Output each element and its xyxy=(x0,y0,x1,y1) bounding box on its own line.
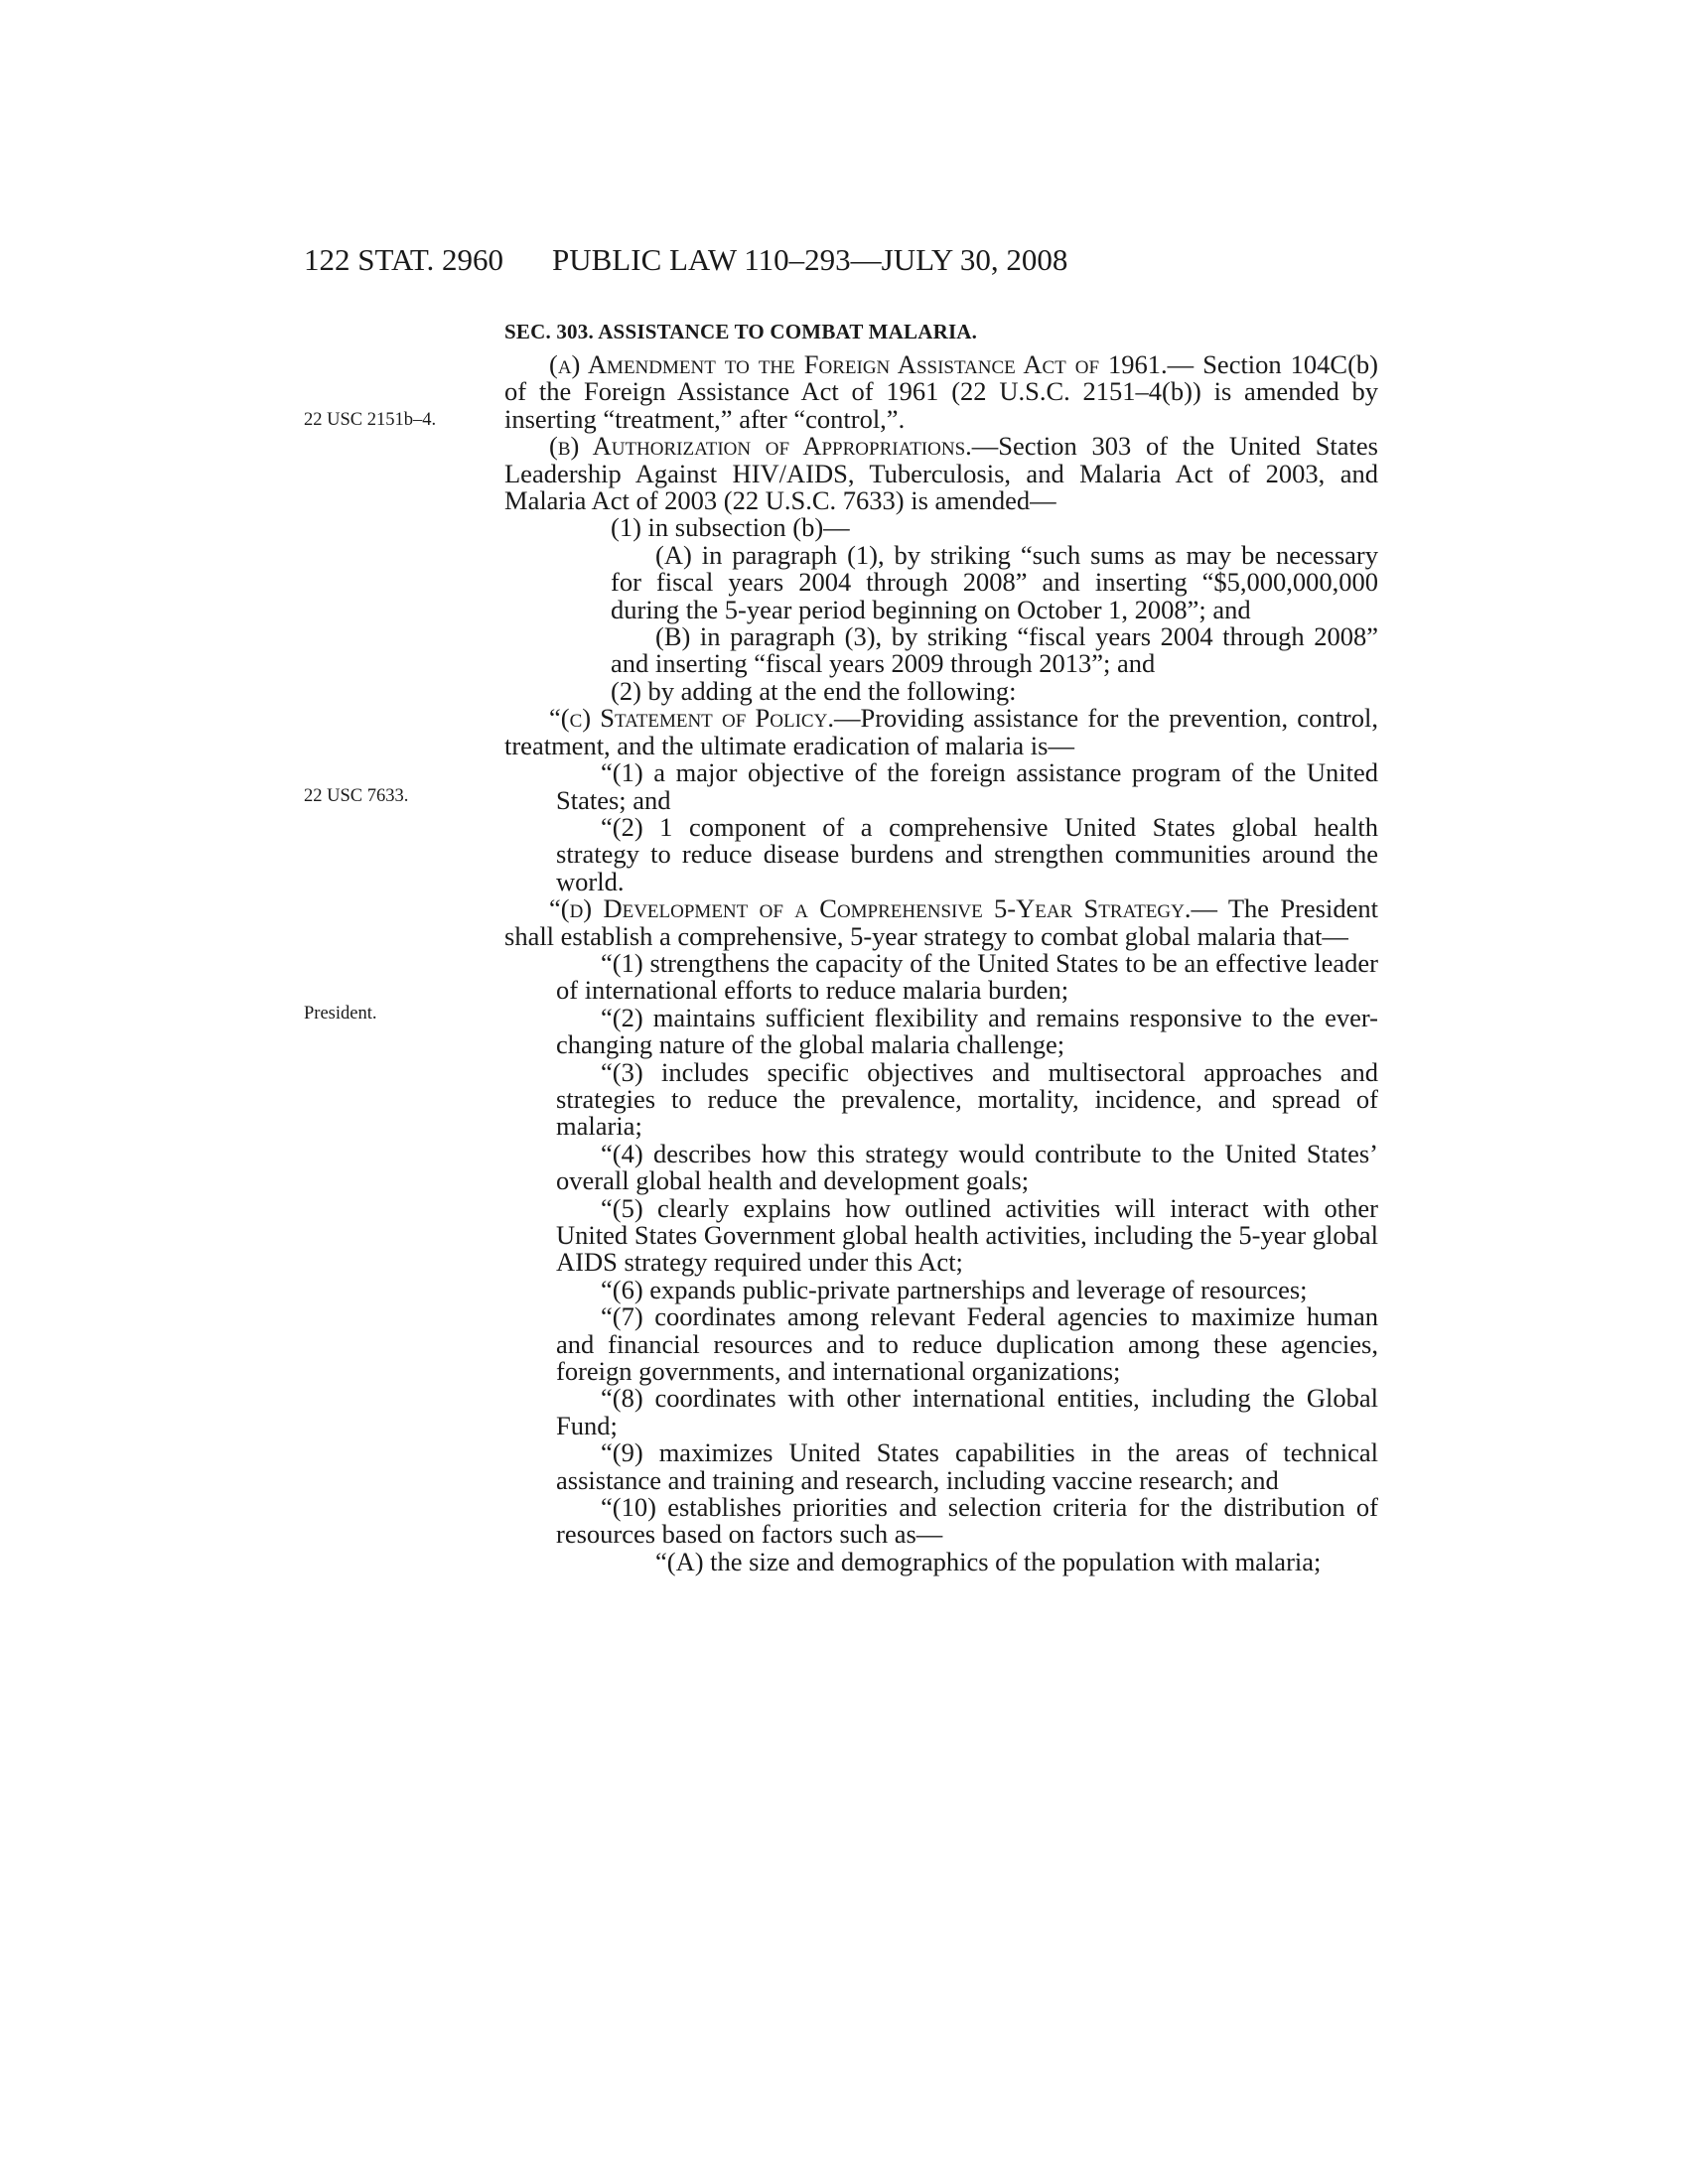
subsection-c-heading: “(c) Statement of Policy.— xyxy=(549,703,861,734)
statute-page-number: 122 STAT. 2960 xyxy=(304,242,504,277)
paragraph-2: (2) by adding at the end the following: xyxy=(611,675,1017,706)
subsection-d-text: The President shall establish a comprehensive, 5-year strategy to combat global malaria that— xyxy=(504,893,1378,951)
subsection-a xyxy=(504,351,1378,433)
strategy-item-1: “(1) strengthens the capacity of the United States to be an effective leader of international efforts to reduce malaria burden; xyxy=(556,947,1378,1006)
section-body xyxy=(504,351,1378,1575)
subsection-c-text: Providing assistance for the prevention, control, treatment, and the ultimate eradication of malaria is— xyxy=(504,703,1378,760)
subsection-b-text: Section 303 of the United States Leadership Against HIV/AIDS, Tuberculosis, and Malaria Act of 2003, and Malaria Act of 2003 (22 U.S.C. 7633) is amended— xyxy=(504,431,1378,516)
section-heading: SEC. 303. ASSISTANCE TO COMBAT MALARIA. xyxy=(504,320,978,343)
strategy-item-7: “(7) coordinates among relevant Federal agencies to maximize human and financial resources and to reduce duplication among these agencies, foreign governments, and international organizations; xyxy=(556,1301,1378,1387)
subparagraph-1b: (B) in paragraph (3), by striking “fiscal years 2004 through 2008” and inserting “fiscal years 2009 through 2013”; and xyxy=(611,621,1378,679)
strategy-item-8: “(8) coordinates with other international entities, including the Global Fund; xyxy=(556,1383,1378,1440)
subsection-d-heading: “(d) Development of a Comprehensive 5-Year Strategy.— xyxy=(549,893,1217,924)
subsection-b xyxy=(504,433,1378,514)
policy-item-2: “(2) 1 component of a comprehensive United States global health strategy to reduce disease burdens and strengthen communities around the world. xyxy=(556,811,1378,896)
strategy-item-10a: “(A) the size and demographics of the population with malaria; xyxy=(655,1546,1322,1576)
paragraph-1: (1) in subsection (b)— xyxy=(611,512,850,543)
margin-note-usc-7633: 22 USC 7633. xyxy=(304,786,409,806)
subsection-b-heading: (b) Authorization of Appropriations.— xyxy=(549,431,999,462)
subparagraph-1a: (A) in paragraph (1), by striking “such sums as may be necessary for fiscal years 2004 through 2008” and inserting “$5,000,000,000 during the 5-year period beginning on October 1, 2008”; and xyxy=(611,539,1378,624)
subsection-a-heading: (a) Amendment to the Foreign Assistance Act of 1961.— xyxy=(549,349,1195,379)
strategy-item-9: “(9) maximizes United States capabilities in the areas of technical assistance and training and research, including vaccine research; and xyxy=(556,1437,1378,1495)
margin-note-president: President. xyxy=(304,1004,377,1024)
strategy-item-6: “(6) expands public-private partnerships and leverage of resources; xyxy=(601,1274,1308,1304)
strategy-item-5: “(5) clearly explains how outlined activities will interact with other United States Government global health activities, including the 5-year global AIDS strategy required under this Act; xyxy=(556,1192,1378,1278)
running-header-title: PUBLIC LAW 110–293—JULY 30, 2008 xyxy=(552,242,1068,277)
subsection-d xyxy=(504,895,1378,950)
policy-item-1: “(1) a major objective of the foreign assistance program of the United States; and xyxy=(556,757,1378,815)
strategy-item-3: “(3) includes specific objectives and multisectoral approaches and strategies to reduce the prevalence, mortality, incidence, and spread of malaria; xyxy=(556,1056,1378,1142)
strategy-item-10: “(10) establishes priorities and selection criteria for the distribution of resources based on factors such as— xyxy=(556,1492,1378,1550)
subsection-c xyxy=(504,705,1378,759)
strategy-item-4: “(4) describes how this strategy would contribute to the United States’ overall global health and development goals; xyxy=(556,1138,1378,1196)
subsection-a-text: Section 104C(b) of the Foreign Assistance Act of 1961 (22 U.S.C. 2151–4(b)) is amended by inserting “treatment,” after “control,”. xyxy=(504,349,1379,434)
margin-note-usc-2151b-4: 22 USC 2151b–4. xyxy=(304,410,437,430)
strategy-item-2: “(2) maintains sufficient flexibility and remains responsive to the ever-changing nature of the global malaria challenge; xyxy=(556,1002,1378,1060)
